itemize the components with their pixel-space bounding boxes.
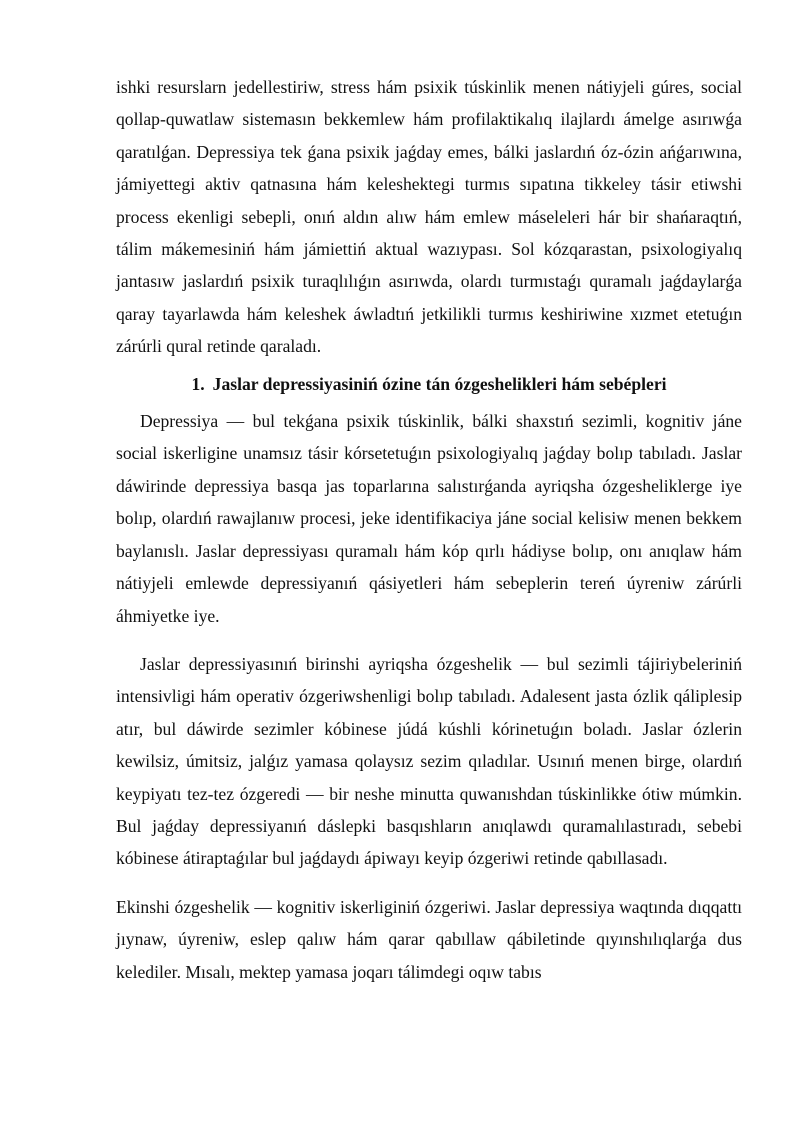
section-number: 1. [191,373,205,394]
document-page [116,71,742,988]
intro-paragraph: ishki resurslarn jedellestiriw, stress hám psixik túskinlik menen nátiyjeli gúres, social qollap-quwatlaw sistemasın bekkemlew hám profilaktikalıq ilajlardı ámelge asırıwǵa qaratılǵan. Depressiya tek ǵana psixik jaǵday emes, bálki jaslardıń óz-ózin ańǵarıwına, jámiyettegi aktiv qatnasına hám keleshektegi turmıs sıpatına tikkeley tásir etiwshi process ekenligi sebepli, onıń aldın alıw hám emlew máseleleri hár bir shańaraqtıń, tálim mákemesiniń hám jámiettiń aktual wazıypası. Sol kózqarastan, psixologiyalıq jantasıw jaslardıń psixik turaqlılıǵın asırıwda, olardı turmıstaǵı quramalı jaǵdaylarǵa qaray tayarlawda hám keleshek áwladtıń jetkilikli turmıs keshiriwine xızmet etetuǵın zárúrli qural retinde qaraladı. [116,77,742,357]
body-paragraph-3: Ekinshi ózgeshelik — kognitiv iskerliginiń ózgeriwi. Jaslar depressiya waqtında dıqqattı jıynaw, úyreniw, eslep qalıw hám qarar qabıllaw qábiletinde qıyınshılıqlarǵa dus kelediler. Mısalı, mektep yamasa joqarı tálimdegi oqıw tabıs [116,896,742,982]
body-paragraph-2: Jaslar depressiyasınıń birinshi ayriqsha ózgeshelik — bul sezimli tájiriybeleriniń intensivligi hám operativ ózgeriwshenligi bolıp tabıladı. Adalesent jasta ózlik qáliplesip atır, bul dáwirde sezimler kóbinese júdá kúshli kórinetuǵın boladı. Jaslar ózlerin kewilsiz, úmitsiz, jalǵız yamasa qolaysız sezim qıladılar. Usınıń menen birge, olardıń keypiyatı tez-tez ózgeredi — bir neshe minutta quwanıshdan túskinlikke ótiw múmkin. Bul jaǵday depressiyanıń dáslepki basqıshların anıqlawdı quramalılastıradı, sebebi kóbinese átiraptaǵılar bul jaǵdaydı ápiwayı keyip ózgeriwi retinde qabıllasadı. [116,653,742,869]
section-title: Jaslar depressiyasiniń ózine tán ózgeshelikleri hám sebépleri [212,373,667,394]
body-paragraph-1: Depressiya — bul tekǵana psixik túskinlik, bálki shaxstıń sezimli, kognitiv jáne social iskerligine unamsız tásir kórsetetuǵın psixologiyalıq jaǵday bolıp tabıladı. Jaslar dáwirinde depressiya basqa jas toparlarına salıstırǵanda ayriqsha ózgesheliklerge iye bolıp, olardıń rawajlanıw procesi, jeke identifikaciya jáne social kelisiw menen bekkem baylanıslı. Jaslar depressiyası quramalı hám kóp qırlı hádiyse bolıp, onı anıqlaw hám nátiyjeli emlewde depressiyanıń qásiyetleri hám sebeplerin tereń úyreniw zárúrli áhmiyetke iye. [116,411,742,626]
section-heading [116,368,742,400]
